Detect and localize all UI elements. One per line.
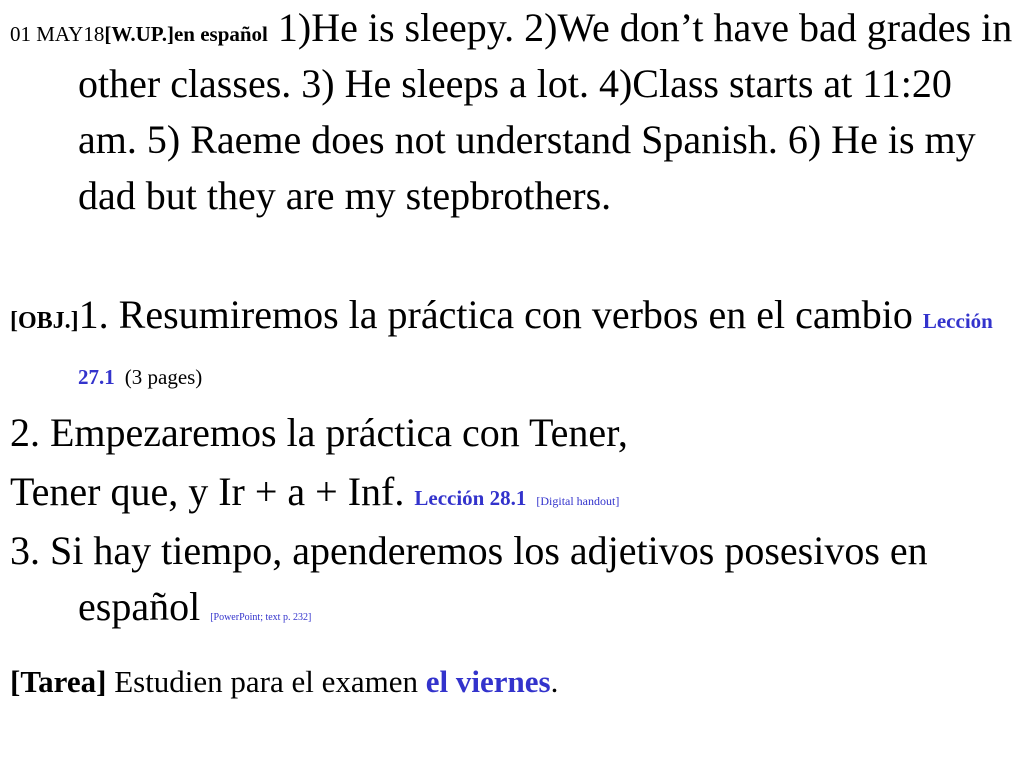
objectives-tag: [OBJ.] <box>10 308 79 334</box>
objective-1-note: (3 pages) <box>124 365 203 389</box>
objective-2-note: [Digital handout] <box>536 494 620 508</box>
objective-3-note: [PowerPoint; text p. 232] <box>210 612 312 623</box>
objective-1-lesson: Lección 27.1 <box>78 309 993 389</box>
homework-paragraph <box>10 660 1018 703</box>
objective-2-line-2-text: Tener que, y Ir + a + Inf. <box>10 469 405 514</box>
homework-end: . <box>550 664 559 699</box>
homework-tag: [Tarea] <box>10 664 107 699</box>
warmup-tag: [W.UP.]en español <box>104 22 268 46</box>
objective-3-text: 3. Si hay tiempo, apenderemos los adjetivos posesivos en español <box>10 528 928 629</box>
homework-text: Estudien para el examen <box>114 664 419 699</box>
objective-3 <box>10 523 1018 635</box>
objective-2-line-1-text: 2. Empezaremos la práctica con Tener, <box>10 410 628 455</box>
objective-1 <box>10 287 1018 399</box>
warmup-paragraph <box>10 0 1018 224</box>
objective-2-line-2 <box>10 464 1018 520</box>
warmup-text: 1)He is sleepy. 2)We don’t have bad grades in other classes. 3) He sleeps a lot. 4)Class starts at 11:20 am. 5) Raeme does not understand Spanish. 6) He is my dad but they are my stepbrothers. <box>78 5 1013 218</box>
objective-2-line-1 <box>10 405 1018 461</box>
objective-2-lesson: Lección 28.1 <box>414 486 527 510</box>
objective-1-text: 1. Resumiremos la práctica con verbos en el cambio <box>78 292 913 337</box>
homework-due: el viernes <box>425 664 551 699</box>
warmup-date: 01 MAY18 <box>10 22 105 46</box>
